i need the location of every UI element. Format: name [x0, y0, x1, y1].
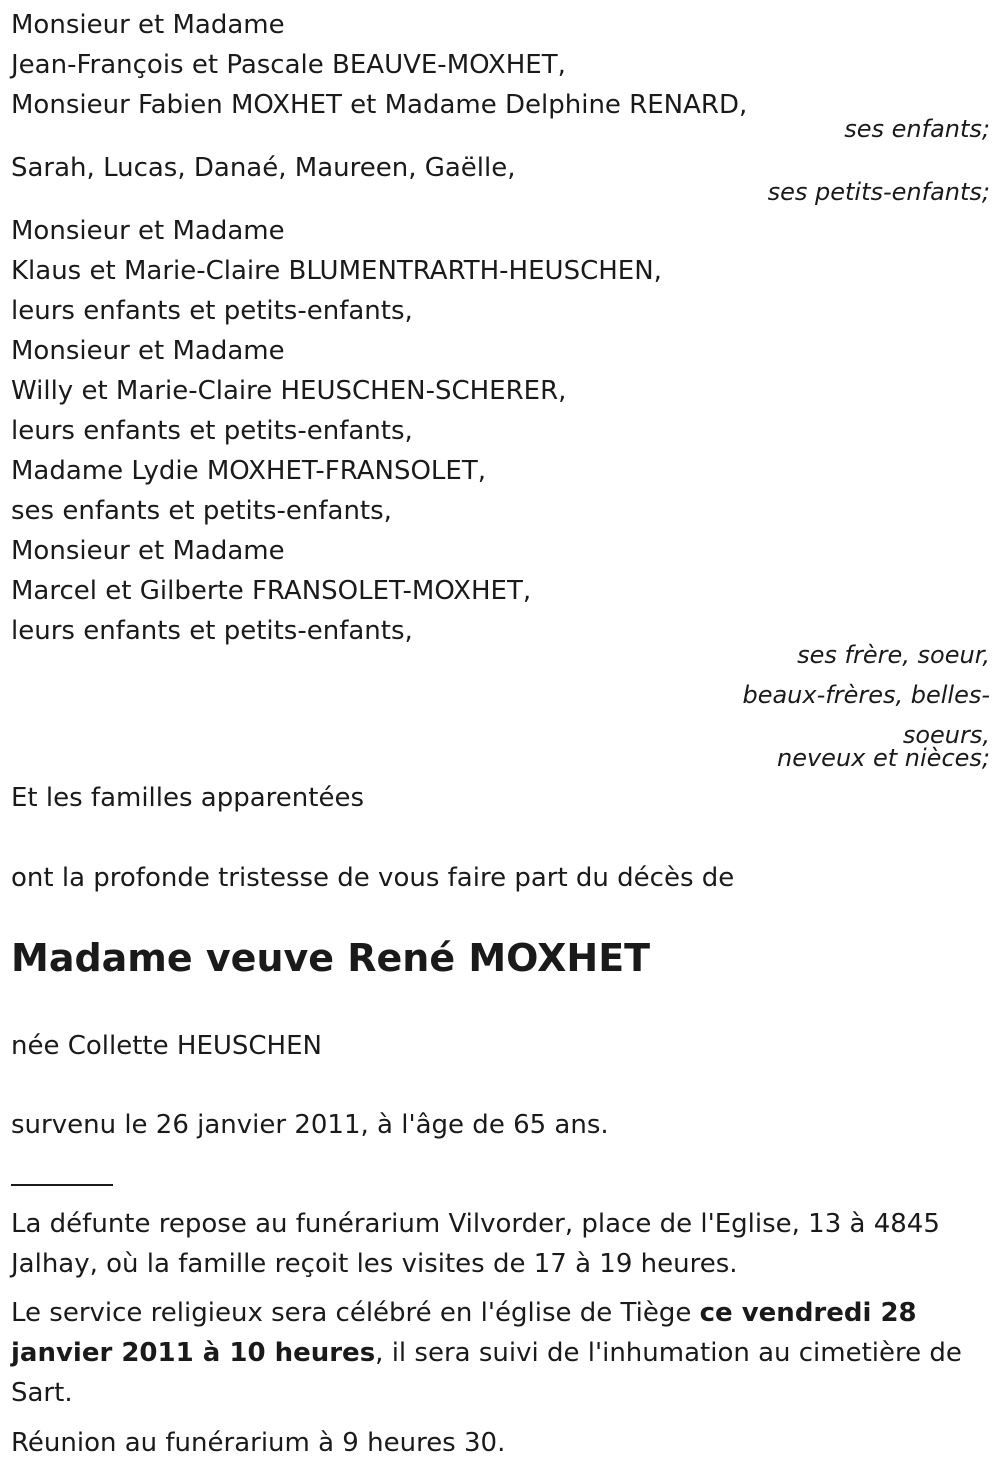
siblings-line-10: Marcel et Gilberte FRANSOLET-MOXHET, [11, 576, 532, 606]
children-role: ses enfants; [844, 115, 990, 143]
grandchildren-line: Sarah, Lucas, Danaé, Maureen, Gaëlle, [11, 153, 516, 183]
siblings-line-4: Monsieur et Madame [11, 336, 285, 366]
siblings-line-7: Madame Lydie MOXHET-FRANSOLET, [11, 456, 486, 486]
service-date-bold: ce vendredi 28 janvier 2011 à 10 heures [11, 1298, 917, 1368]
announcement-line: ont la profonde tristesse de vous faire part du décès de [11, 863, 735, 893]
children-line-3: Monsieur Fabien MOXHET et Madame Delphine RENARD, [11, 90, 748, 120]
siblings-role-line-4: neveux et nièces; [777, 744, 990, 772]
meeting-paragraph: Réunion au funérarium à 9 heures 30. [11, 1428, 506, 1458]
children-line-2: Jean-François et Pascale BEAUVE-MOXHET, [11, 50, 566, 80]
siblings-line-5: Willy et Marie-Claire HEUSCHEN-SCHERER, [11, 376, 567, 406]
service-text-end: , il sera suivi de l'inhumation au cimetière de Sart. [11, 1338, 962, 1408]
siblings-line-1: Monsieur et Madame [11, 216, 285, 246]
deceased-name: Madame veuve René MOXHET [11, 936, 651, 980]
siblings-role-line-2: beaux-frères, belles- [742, 681, 990, 709]
grandchildren-role: ses petits-enfants; [767, 178, 990, 206]
maiden-name: née Collette HEUSCHEN [11, 1031, 322, 1061]
siblings-line-8: ses enfants et petits-enfants, [11, 496, 392, 526]
death-info: survenu le 26 janvier 2011, à l'âge de 65 ans. [11, 1110, 609, 1140]
siblings-line-6: leurs enfants et petits-enfants, [11, 416, 413, 446]
children-line-1: Monsieur et Madame [11, 10, 285, 40]
separator-line [11, 1184, 113, 1186]
siblings-line-3: leurs enfants et petits-enfants, [11, 296, 413, 326]
viewing-paragraph: La défunte repose au funérarium Vilvorder, place de l'Eglise, 13 à 4845 Jalhay, où la famille reçoit les visites de 17 à 19 heures. [11, 1209, 940, 1279]
siblings-line-9: Monsieur et Madame [11, 536, 285, 566]
service-paragraph [11, 1293, 986, 1413]
siblings-role-line-1: ses frère, soeur, [797, 641, 990, 669]
service-text-start: Le service religieux sera célébré en l'église de Tiège [11, 1298, 700, 1328]
relatives-line: Et les familles apparentées [11, 783, 365, 813]
siblings-line-2: Klaus et Marie-Claire BLUMENTRARTH-HEUSCHEN, [11, 256, 662, 286]
siblings-line-11: leurs enfants et petits-enfants, [11, 616, 413, 646]
siblings-role-line-3: soeurs, [902, 721, 990, 749]
